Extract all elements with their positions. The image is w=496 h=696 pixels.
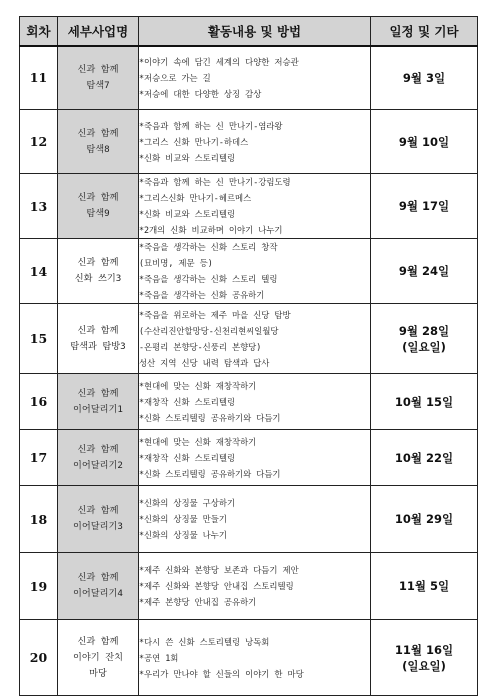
activity-item: *죽음을 생각하는 신화 스토리 창작: [139, 242, 278, 252]
header-row: [20, 17, 478, 46]
session-number: 17: [20, 430, 58, 486]
program-name: [58, 46, 139, 110]
activity-item: *신화 비교와 스토리텔링: [139, 152, 236, 163]
header-program: 세부사업명: [58, 17, 139, 46]
activity-list: [139, 374, 371, 430]
activity-item: *저승으로 가는 길: [139, 72, 211, 83]
program-name-line: 신과 함께: [77, 192, 119, 203]
activity-item: *죽음을 생각하는 신화 스토리 텔링: [139, 274, 278, 284]
activity-item: *신화 스토리텔링 공유하기와 다듬기: [139, 412, 281, 423]
activity-item: *제주 신화와 본향당 보존과 다듬기 제안: [139, 565, 299, 575]
activity-list: [139, 430, 371, 486]
activity-item: *그리스신화 만나기-헤르메스: [139, 193, 252, 203]
activity-item: *저승에 대한 다양한 상징 감상: [139, 88, 262, 99]
program-name: [58, 553, 139, 620]
schedule-date-line: 10월 22일: [394, 450, 454, 465]
schedule-date-line: 9월 10일: [398, 134, 450, 149]
activity-item: 성산 지역 신당 내력 탐색과 답사: [139, 357, 270, 368]
schedule-date: [371, 430, 478, 486]
activity-item: *제주 신화와 본향당 안내집 스토리텔링: [139, 581, 294, 591]
schedule-date-line: (일요일): [402, 339, 446, 354]
program-name-line: 신화 쓰기3: [74, 273, 122, 284]
program-name-line: 이어달리기3: [73, 521, 123, 532]
program-name: [58, 374, 139, 430]
program-name-line: 신과 함께: [77, 63, 119, 75]
activity-item: *신화의 상징물 구상하기: [139, 498, 236, 508]
activity-item: *죽음과 함께 하는 신 만나기-염라왕: [139, 120, 283, 131]
session-number: 20: [20, 620, 58, 696]
activity-list: [139, 553, 371, 620]
activity-item: *신화 스토리텔링 공유하기와 다듬기: [139, 468, 281, 479]
activity-item: *현대에 맞는 신화 재창작하기: [139, 380, 257, 391]
session-number: 11: [20, 46, 58, 110]
table-row: [20, 239, 478, 304]
program-name-line: 신과 함께: [77, 387, 119, 399]
schedule-date-line: 9월 3일: [402, 70, 446, 85]
schedule-date-line: 11월 5일: [398, 579, 450, 593]
activity-list: [139, 620, 371, 696]
schedule-date: [371, 304, 478, 374]
table-row: [20, 553, 478, 620]
session-number: 18: [20, 486, 58, 553]
table-row: [20, 110, 478, 174]
program-name: [58, 239, 139, 304]
activity-item: *공연 1회: [139, 652, 179, 663]
activity-item: *신화 비교와 스토리텔링: [139, 209, 236, 219]
program-name-line: 이어달리기2: [73, 459, 123, 471]
program-name: [58, 620, 139, 696]
table-row: [20, 174, 478, 239]
program-name-line: 이어달리기1: [73, 403, 123, 415]
activity-list: [139, 239, 371, 304]
activity-list: [139, 110, 371, 174]
activity-list: [139, 486, 371, 553]
activity-item: *재창작 신화 스토리텔링: [139, 396, 236, 407]
table-row: [20, 304, 478, 374]
program-name-line: 신과 함께: [77, 635, 119, 647]
schedule-date: [371, 46, 478, 110]
schedule-date-line: 10월 15일: [394, 394, 454, 409]
header-schedule: 일정 및 기타: [371, 17, 478, 46]
program-name-line: 탐색7: [86, 79, 110, 91]
program-name-line: 마당: [89, 667, 107, 679]
activity-item: *우리가 만나야 할 신들의 이야기 한 마당: [139, 668, 304, 679]
activity-item: *죽음을 위로하는 제주 마을 신당 탐방: [139, 309, 291, 320]
schedule-date: [371, 620, 478, 696]
session-number: 12: [20, 110, 58, 174]
session-number: 19: [20, 553, 58, 620]
program-name-line: 신과 함께: [77, 127, 119, 139]
activity-item: *이야기 속에 담긴 세계의 다양한 저승관: [139, 56, 299, 67]
session-number: 13: [20, 174, 58, 239]
activity-item: *그리스 신화 만나기-하데스: [139, 136, 249, 147]
program-name: [58, 110, 139, 174]
program-name-line: 신과 함께: [77, 443, 119, 455]
program-name-line: 탐색8: [86, 143, 110, 155]
session-number: 16: [20, 374, 58, 430]
table-row: [20, 620, 478, 696]
schedule-date: [371, 174, 478, 239]
program-name-line: 신과 함께: [77, 572, 119, 583]
schedule-body: [20, 46, 478, 696]
program-name-line: 탐색과 탐방3: [70, 340, 126, 352]
program-name: [58, 486, 139, 553]
program-name-line: 이야기 잔치: [73, 651, 123, 663]
activity-item: *현대에 맞는 신화 재창작하기: [139, 436, 257, 447]
activity-item: *신화의 상징물 만들기: [139, 514, 227, 524]
activity-item: *제주 본향당 안내집 공유하기: [139, 597, 257, 607]
schedule-table: [19, 16, 478, 696]
table-row: [20, 486, 478, 553]
schedule-date: [371, 486, 478, 553]
activity-item: *다시 쓴 신화 스토리텔링 낭독회: [139, 636, 270, 647]
schedule-date-line: 9월 24일: [398, 264, 450, 278]
table-row: [20, 430, 478, 486]
table-row: [20, 46, 478, 110]
schedule-date-line: 9월 17일: [398, 199, 450, 213]
activity-item: *재창작 신화 스토리텔링: [139, 452, 236, 463]
header-session: 회차: [20, 17, 58, 46]
program-name-line: 신과 함께: [77, 257, 119, 268]
session-number: 14: [20, 239, 58, 304]
schedule-date-line: 10월 29일: [394, 512, 454, 526]
activity-item: -온평리 본향당-신풍리 본향당): [139, 341, 262, 352]
program-name-line: 탐색9: [86, 208, 110, 219]
program-name: [58, 430, 139, 486]
activity-list: [139, 304, 371, 374]
activity-list: [139, 174, 371, 239]
header-activities: 활동내용 및 방법: [139, 17, 371, 46]
program-name: [58, 304, 139, 374]
activity-item: (묘비명, 제문 등): [139, 258, 213, 268]
program-name-line: 이어달리기4: [73, 588, 123, 599]
table-row: [20, 374, 478, 430]
activity-item: *2개의 신화 비교하며 이야기 나누기: [139, 225, 283, 235]
activity-item: (수산리진안할망당-신천리현씨일월당: [139, 325, 279, 336]
activity-list: [139, 46, 371, 110]
program-name: [58, 174, 139, 239]
session-number: 15: [20, 304, 58, 374]
activity-item: *죽음과 함께 하는 신 만나기-강림도령: [139, 177, 291, 187]
schedule-date: [371, 110, 478, 174]
activity-item: *죽음을 생각하는 신화 공유하기: [139, 290, 265, 300]
schedule-date: [371, 553, 478, 620]
schedule-date-line: 11월 16일: [394, 642, 454, 657]
schedule-date: [371, 374, 478, 430]
program-name-line: 신과 함께: [77, 505, 119, 516]
schedule-date-line: 9월 28일: [398, 323, 450, 338]
activity-item: *신화의 상징물 나누기: [139, 530, 227, 540]
schedule-date: [371, 239, 478, 304]
program-name-line: 신과 함께: [77, 324, 119, 336]
schedule-date-line: (일요일): [402, 658, 446, 673]
